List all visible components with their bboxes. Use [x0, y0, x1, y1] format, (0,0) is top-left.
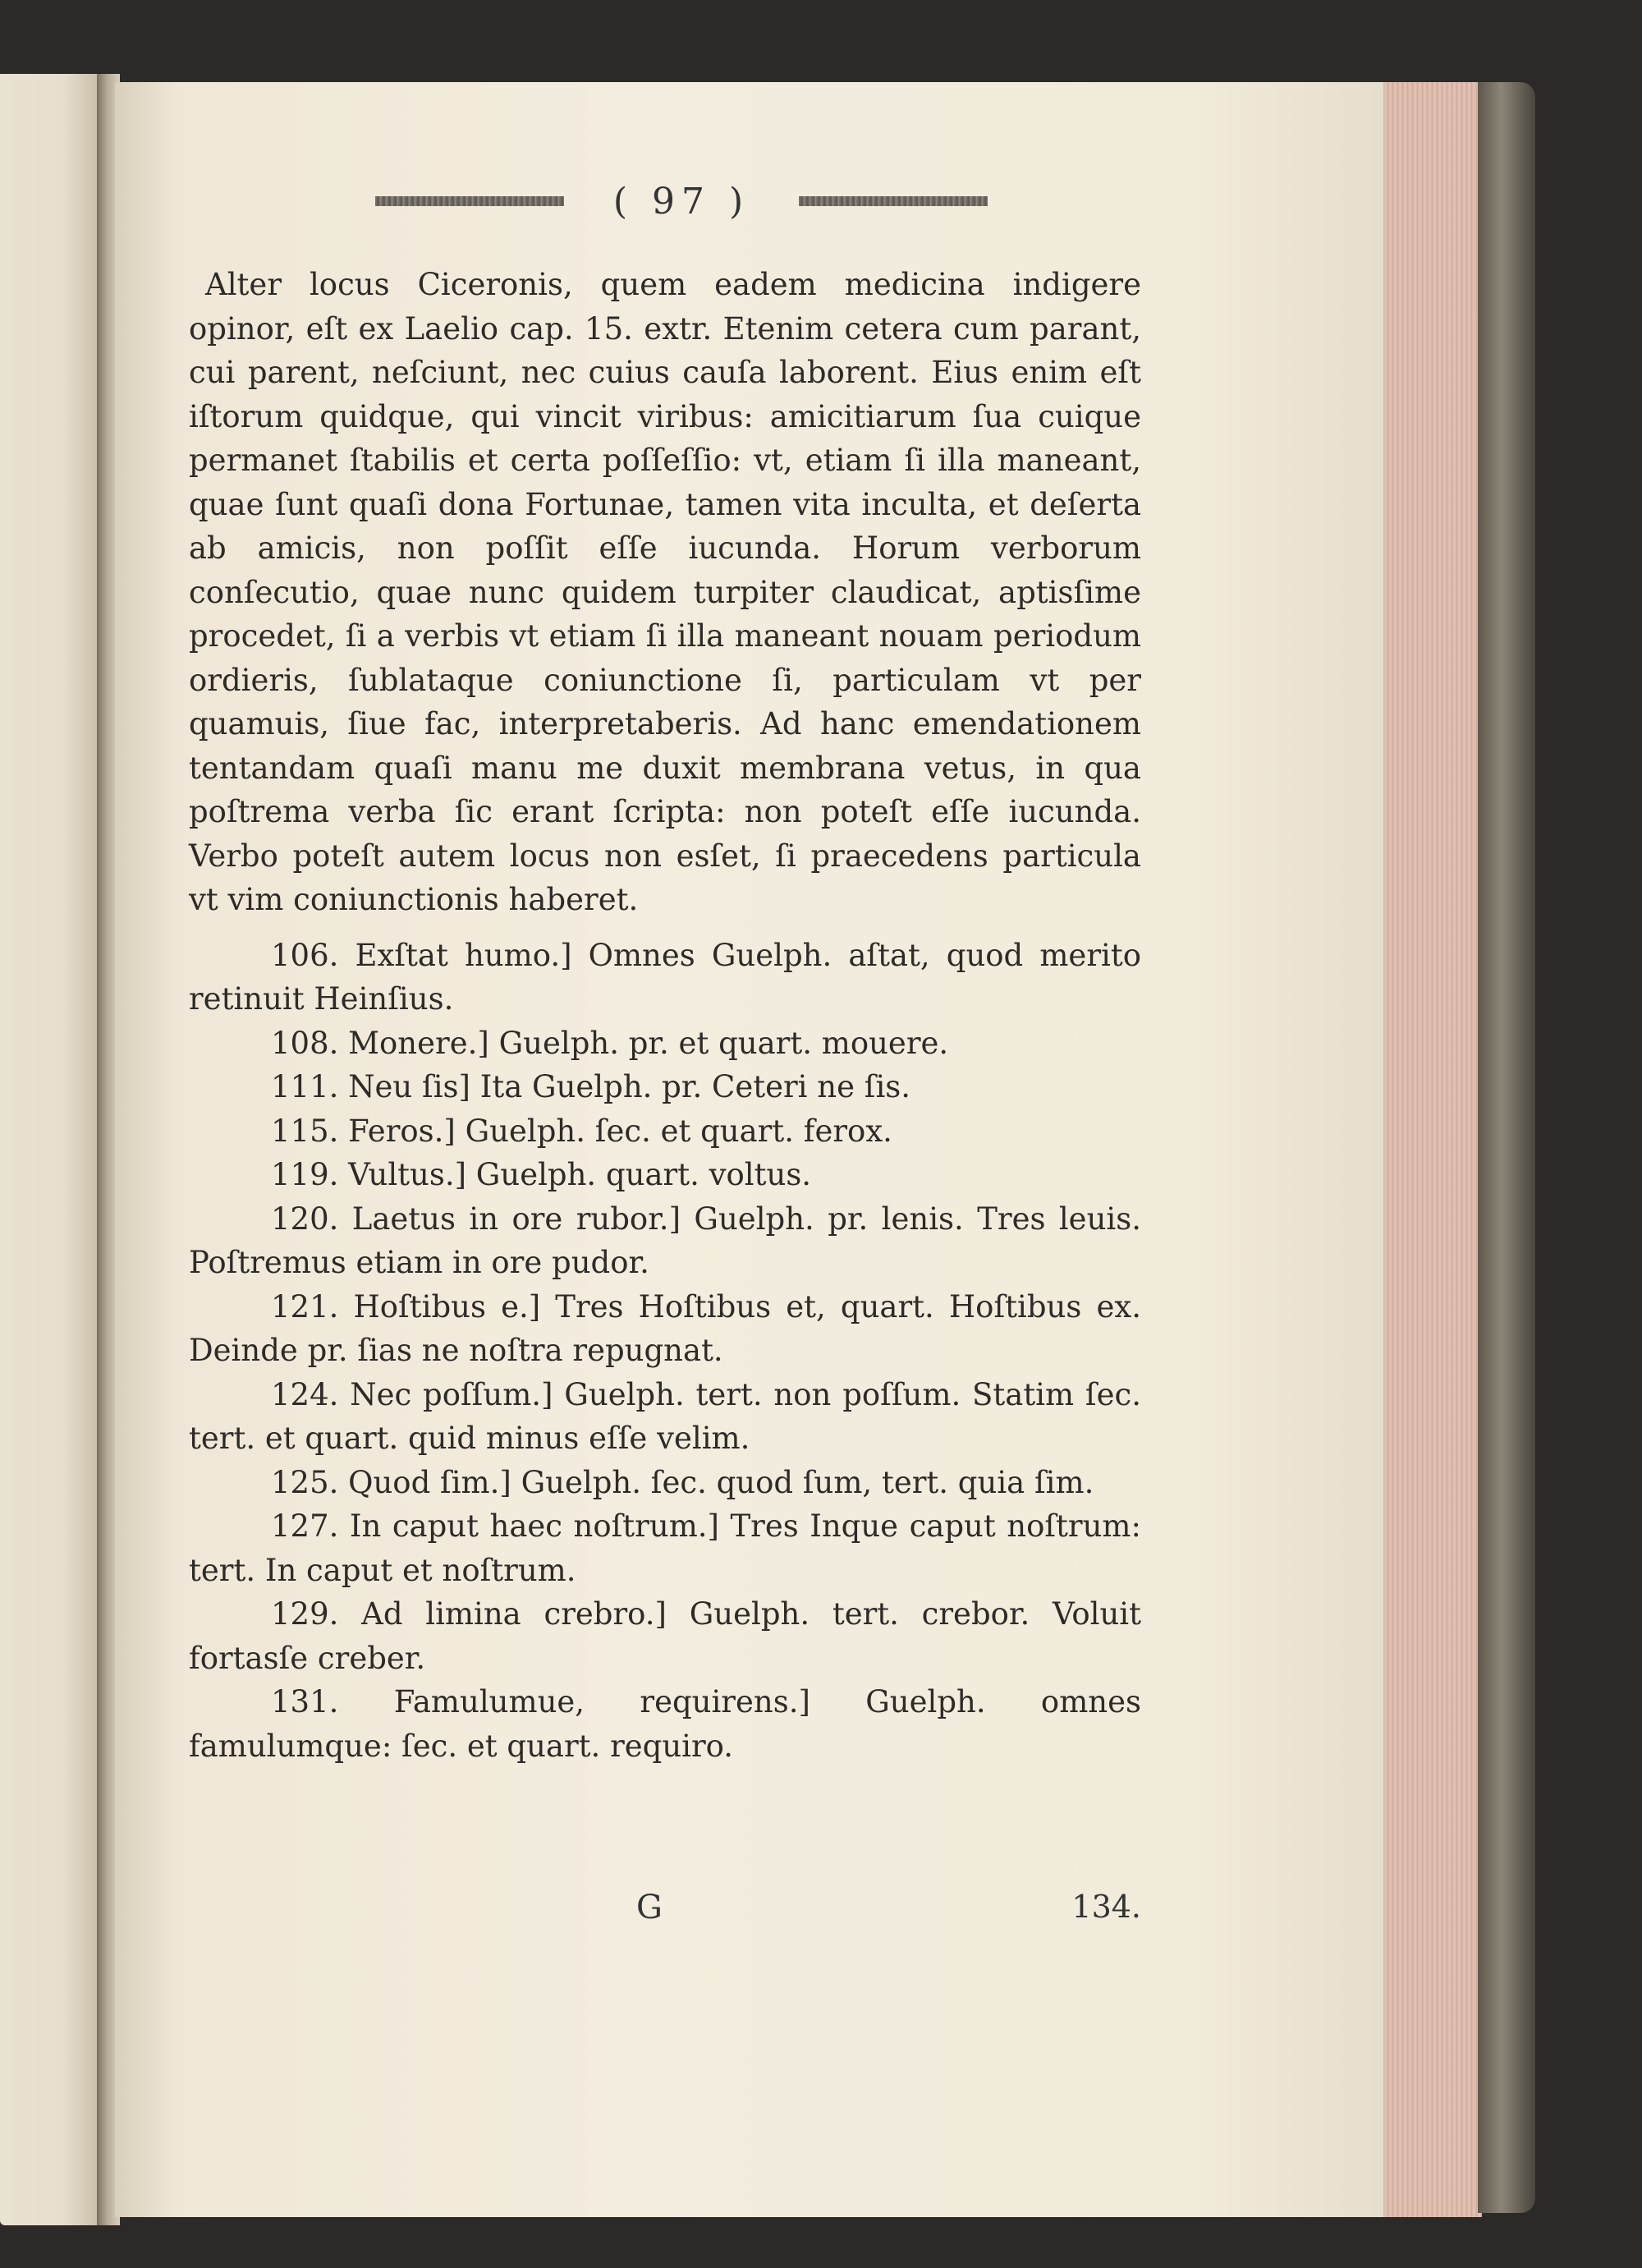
- header-rule-left: [375, 196, 564, 206]
- note-120: 120. Laetus in ore rubor.] Guelph. pr. lenis. Tres leuis. Poſtremus etiam in ore pudor.: [189, 1201, 1141, 1280]
- note-115: 115. Feros.] Guelph. ſec. et quart. ferox.: [271, 1113, 892, 1149]
- body-paragraph: Alter locus Ciceronis, quem eadem medicina indigere opinor, eſt ex Laelio cap. 15. extr. Etenim cetera cum parant, cui parent, neſciunt, nec cuius cauſa laborent. Eius enim eſt iſtorum quidque, qui vincit viribus: amicitiarum ſua cuique permanet ſtabilis et certa poſſeſſio: vt, etiam ſi illa maneant, quae ſunt quaſi dona Fortunae, tamen vita inculta, et deſerta ab amicis, non poſſit eſſe iucunda. Horum verborum conſecutio, quae nunc quidem turpiter claudicat, aptisſime procedet, ſi a verbis vt etiam ſi illa maneant nouam periodum ordieris, ſublataque coniunctione ſi, particulam vt per quamuis, ſiue fac, interpretaberis. Ad hanc emendationem tentandam quaſi manu me duxit membrana vetus, in qua poſtrema verba ſic erant ſcripta: non poteſt eſſe iucunda. Verbo poteſt autem locus non esſet, ſi praecedens particula vt vim coniunctionis haberet.: [189, 267, 1141, 917]
- header-rule-right: [799, 196, 988, 206]
- note-127: 127. In caput haec noſtrum.] Tres Inque caput noſtrum: tert. In caput et noſtrum.: [189, 1508, 1141, 1588]
- page-header: [345, 172, 1018, 230]
- page-number: ( 97 ): [612, 180, 750, 223]
- note-121: 121. Hoſtibus e.] Tres Hoſtibus et, quart. Hoſtibus ex. Deinde pr. ſias ne noſtra repugnat.: [189, 1288, 1141, 1368]
- note-111: 111. Neu ſis] Ita Guelph. pr. Ceteri ne ſis.: [271, 1069, 911, 1104]
- note-106: 106. Exſtat humo.] Omnes Guelph. aſtat, quod merito retinuit Heinſius.: [189, 937, 1141, 1017]
- book-cover: [1478, 82, 1535, 2213]
- note-108: 108. Monere.] Guelph. pr. et quart. mouere.: [271, 1025, 949, 1061]
- page-footer: [189, 1889, 1141, 1938]
- note-125: 125. Quod ſim.] Guelph. ſec. quod ſum, tert. quia ſim.: [271, 1464, 1094, 1500]
- page-edges: [1383, 82, 1482, 2217]
- page-text: [189, 263, 1141, 1768]
- catchword: 134.: [1071, 1889, 1141, 1925]
- note-119: 119. Vultus.] Guelph. quart. voltus.: [271, 1157, 812, 1192]
- note-131: 131. Famulumue, requirens.] Guelph. omnes famulumque: ſec. et quart. requiro.: [189, 1684, 1141, 1764]
- signature-mark: G: [636, 1889, 663, 1926]
- note-129: 129. Ad limina crebro.] Guelph. tert. crebor. Voluit fortasſe creber.: [189, 1596, 1141, 1676]
- note-124: 124. Nec poſſum.] Guelph. tert. non poſſum. Statim ſec. tert. et quart. quid minus eſſe velim.: [189, 1376, 1141, 1456]
